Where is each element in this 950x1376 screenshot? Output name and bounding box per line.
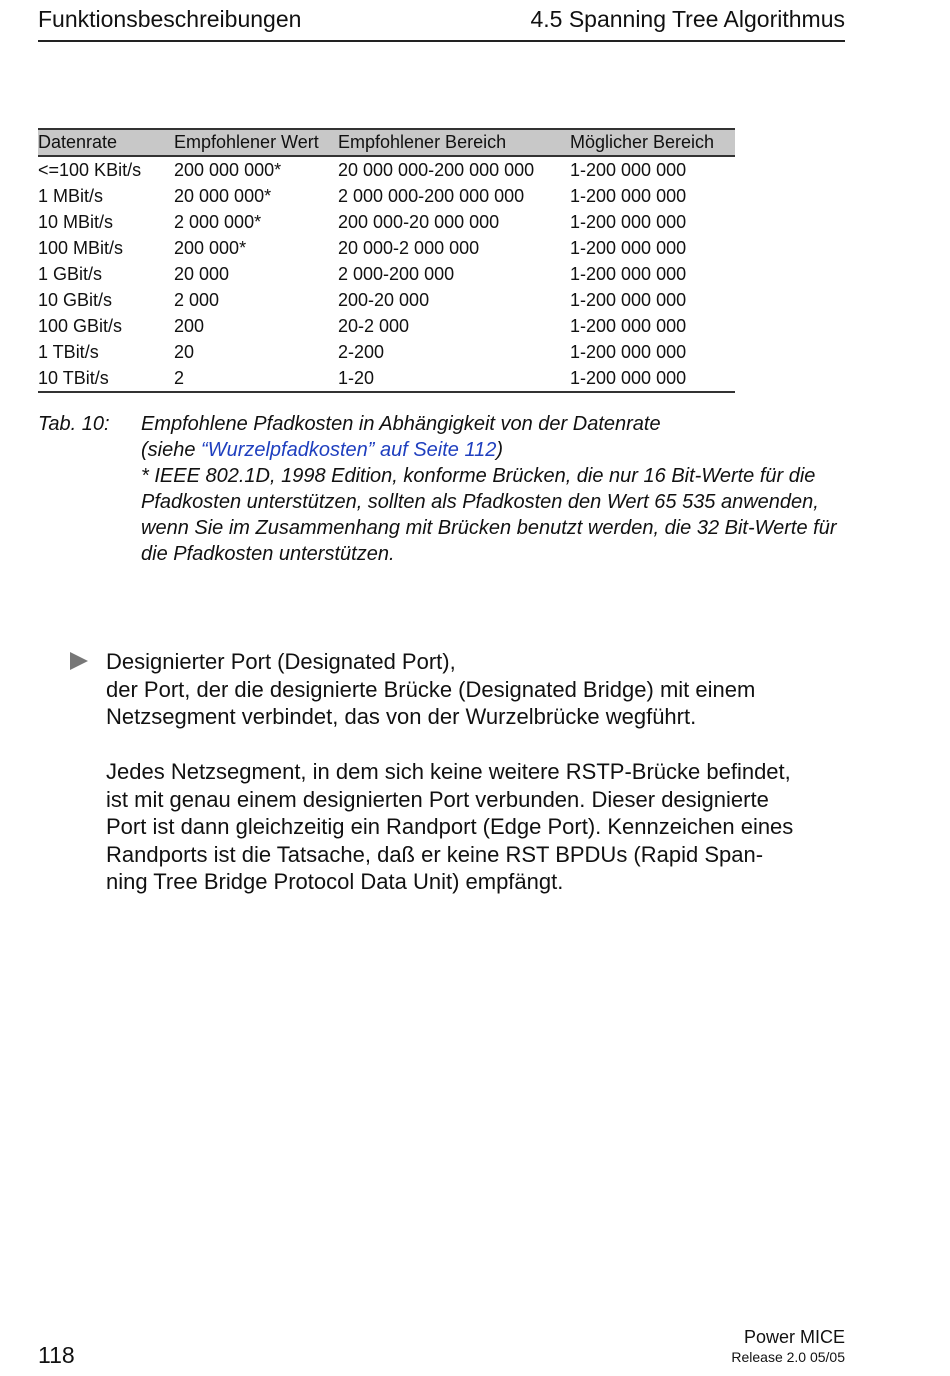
footer-product-name: Power MICE <box>743 1327 845 1347</box>
column-header-empfohlener-wert: Empfohlener Wert <box>174 129 338 156</box>
cell-empfohlener-bereich: 200-20 000 <box>338 289 430 310</box>
caption-reference <box>141 437 846 463</box>
cell-empfohlener-wert: 20 000 <box>174 263 230 284</box>
paragraph-line: ist mit genau einem designierten Port verbunden. Dieser designierte <box>106 786 769 812</box>
table-row <box>38 313 735 339</box>
bullet-item-designated-port <box>106 648 846 731</box>
caption-footnote: * IEEE 802.1D, 1998 Edition, konforme Brücken, die nur 16 Bit-Werte für die Pfadkosten unterstützen, sollten als Pfadkosten den Wert 65 535 anwenden, wenn Sie im Zusammenhang mit Brücken benutzt werden, die 32 Bit-Werte für die Pfadkosten unterstützen. <box>141 465 837 565</box>
cell-datenrate: 10 MBit/s <box>38 211 114 232</box>
wurzelpfadkosten-link[interactable]: “Wurzelpfadkosten” auf Seite 112 <box>201 439 497 461</box>
cell-empfohlener-bereich: 20 000 000-200 000 000 <box>338 159 535 180</box>
cell-datenrate: 1 TBit/s <box>38 341 99 362</box>
cell-moeglicher-bereich: 1-200 000 000 <box>570 211 687 232</box>
header-chapter-title: Funktionsbeschreibungen <box>38 6 302 32</box>
caption-reference-prefix: (siehe <box>141 439 202 461</box>
cell-empfohlener-wert: 2 000 <box>174 289 220 310</box>
caption-text <box>141 411 846 567</box>
bullet-triangle-icon <box>70 652 88 670</box>
page-number: 118 <box>38 1342 75 1368</box>
cell-empfohlener-wert: 20 <box>174 341 195 362</box>
cell-empfohlener-bereich: 2-200 <box>338 341 385 362</box>
caption-reference-suffix: ) <box>496 439 504 461</box>
cell-empfohlener-wert: 200 <box>174 315 205 336</box>
column-header-datenrate: Datenrate <box>38 129 174 156</box>
cell-moeglicher-bereich: 1-200 000 000 <box>570 289 687 310</box>
cell-empfohlener-bereich: 2 000 000-200 000 000 <box>338 185 525 206</box>
caption-label: Tab. 10: <box>38 413 110 435</box>
table-row <box>38 261 735 287</box>
cell-empfohlener-wert: 2 <box>174 365 338 392</box>
cell-datenrate: 1 MBit/s <box>38 185 104 206</box>
cell-empfohlener-bereich: 2 000-200 000 <box>338 263 455 284</box>
page-header <box>38 6 845 42</box>
cell-datenrate: 10 TBit/s <box>38 365 174 392</box>
paragraph-line: Randports ist die Tatsache, daß er keine RST BPDUs (Rapid Span- <box>106 841 764 867</box>
table-row <box>38 365 735 392</box>
cell-empfohlener-bereich: 20 000-2 000 000 <box>338 237 480 258</box>
cell-datenrate: 10 GBit/s <box>38 289 113 310</box>
paragraph-line: ning Tree Bridge Protocol Data Unit) empfängt. <box>106 869 564 895</box>
bullet-line: Designierter Port (Designated Port), <box>106 649 456 674</box>
cell-moeglicher-bereich: 1-200 000 000 <box>570 315 687 336</box>
cell-empfohlener-bereich: 1-20 <box>338 365 570 392</box>
cell-datenrate: 100 MBit/s <box>38 237 124 258</box>
footer-product-info <box>731 1326 845 1366</box>
table-row <box>38 235 735 261</box>
paragraph-edge-port <box>106 758 846 896</box>
cell-datenrate: 1 GBit/s <box>38 263 103 284</box>
cell-moeglicher-bereich: 1-200 000 000 <box>570 365 735 392</box>
cell-datenrate: <=100 KBit/s <box>38 159 142 180</box>
column-header-moeglicher-bereich: Möglicher Bereich <box>570 129 735 156</box>
bullet-line: der Port, der die designierte Brücke (Designated Bridge) mit einem <box>106 676 756 702</box>
cell-empfohlener-wert: 2 000 000* <box>174 211 262 232</box>
cell-empfohlener-wert: 200 000* <box>174 237 247 258</box>
table-row <box>38 183 735 209</box>
table-row <box>38 209 735 235</box>
cell-datenrate: 100 GBit/s <box>38 315 123 336</box>
cell-empfohlener-wert: 200 000 000* <box>174 159 282 180</box>
cell-moeglicher-bereich: 1-200 000 000 <box>570 159 687 180</box>
table-header-row <box>38 129 735 156</box>
cell-moeglicher-bereich: 1-200 000 000 <box>570 237 687 258</box>
cell-empfohlener-bereich: 200 000-20 000 000 <box>338 211 500 232</box>
table-row <box>38 156 735 183</box>
footer-release: Release 2.0 05/05 <box>731 1349 845 1365</box>
header-section-title: 4.5 Spanning Tree Algorithmus <box>530 6 845 32</box>
cell-empfohlener-wert: 20 000 000* <box>174 185 272 206</box>
cell-moeglicher-bereich: 1-200 000 000 <box>570 341 687 362</box>
caption-title: Empfohlene Pfadkosten in Abhängigkeit von der Datenrate <box>141 413 661 435</box>
paragraph-line: Jedes Netzsegment, in dem sich keine weitere RSTP-Brücke befindet, <box>106 759 791 784</box>
cell-moeglicher-bereich: 1-200 000 000 <box>570 185 687 206</box>
cell-empfohlener-bereich: 20-2 000 <box>338 315 410 336</box>
table-row <box>38 287 735 313</box>
cell-moeglicher-bereich: 1-200 000 000 <box>570 263 687 284</box>
bullet-line: Netzsegment verbindet, das von der Wurzelbrücke wegführt. <box>106 704 697 730</box>
column-header-empfohlener-bereich: Empfohlener Bereich <box>338 129 570 156</box>
path-cost-table <box>38 128 735 393</box>
paragraph-line: Port ist dann gleichzeitig ein Randport (Edge Port). Kennzeichen eines <box>106 814 794 840</box>
table-row <box>38 339 735 365</box>
